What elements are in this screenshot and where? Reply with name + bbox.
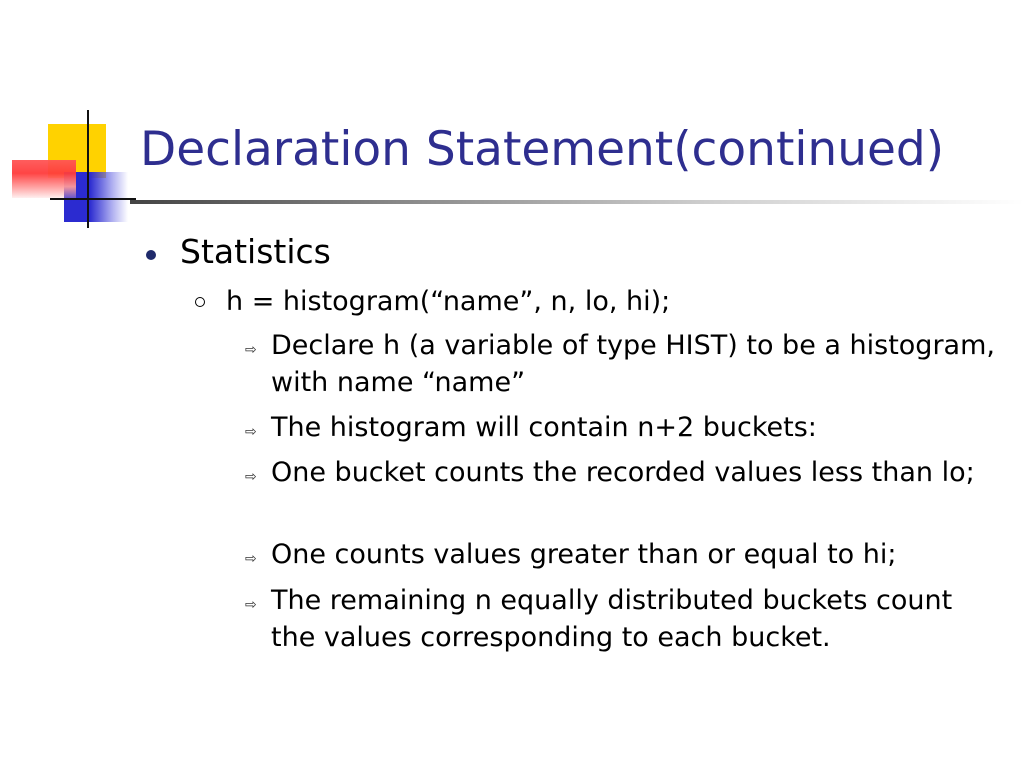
- bullet-level3-item: The remaining n equally distributed buckets count the values corresponding to each bucket.: [271, 585, 953, 653]
- title-underline: [130, 200, 1024, 204]
- hollow-circle-bullet-icon: [195, 297, 205, 307]
- right-arrow-bullet-icon: ⇨: [245, 551, 257, 567]
- filled-circle-bullet-icon: [146, 250, 156, 260]
- decorative-logo-block: [0, 0, 160, 240]
- bullet-level1-statistics: Statistics: [180, 232, 331, 271]
- bullet-level3-item: Declare h (a variable of type HIST) to be a histogram, with name “name”: [271, 330, 995, 398]
- bullet-level3-item: One bucket counts the recorded values less than lo;: [271, 457, 975, 488]
- bullet-level3-item: The histogram will contain n+2 buckets:: [271, 412, 817, 443]
- vertical-line-decoration: [87, 110, 89, 228]
- right-arrow-bullet-icon: ⇨: [245, 597, 257, 613]
- slide-title: Declaration Statement(continued): [140, 122, 945, 177]
- bullet-level2-histogram-call: h = histogram(“name”, n, lo, hi);: [226, 286, 671, 317]
- red-square-decoration: [12, 160, 76, 198]
- right-arrow-bullet-icon: ⇨: [245, 342, 257, 358]
- right-arrow-bullet-icon: ⇨: [245, 469, 257, 485]
- right-arrow-bullet-icon: ⇨: [245, 424, 257, 440]
- horizontal-line-decoration: [50, 198, 136, 200]
- bullet-level3-item: One counts values greater than or equal to hi;: [271, 539, 897, 570]
